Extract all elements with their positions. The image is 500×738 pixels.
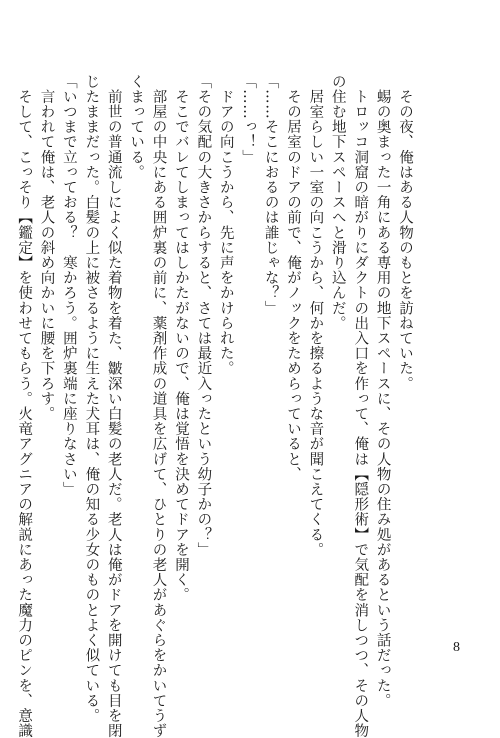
text-line: 「……っ！」 [240,74,257,165]
text-line: ドアの向こうから、先に声をかけられた。 [217,74,234,376]
text-line: 「……そこにおるのは誰じゃな？」 [262,74,279,316]
text-line: 部屋の中央にある囲炉裏の前に、薬剤作成の道具を広げて、ひとりの老人があぐらをかいてうず [150,74,167,738]
text-line: 蜴の奥まった一角にある専用の地下スペースに、その人物の住み処があるという話だった。 [374,74,391,709]
text-line: そして、こっそり【鑑定】を使わせてもらう。火竜アグニアの解説にあった魔力のピンを、意識 [16,74,33,738]
text-line: 言われて俺は、老人の斜め向かいに腰を下ろす。 [38,74,55,422]
text-line: 前世の普通流しによく似た着物を着た、皺深い白髪の老人だ。老人は俺がドアを開けても目を閉 [105,74,122,738]
text-line: その居室のドアの前で、俺がノックをためらっていると、 [284,74,301,482]
page-number: 8 [453,640,460,655]
text-line: くまっている。 [128,74,145,180]
text-line: 居室らしい一室の向こうから、何かを擦るような音が聞こえてくる。 [307,74,324,558]
text-line: その夜、俺はある人物のもとを訪ねていた。 [397,74,413,392]
text-line: トロッコ洞窟の暗がりにダクトの出入口を作って、俺は【隠形術】で気配を消しつつ、その人物 [352,74,369,738]
text-line: 「その気配の大きさからすると、さては最近入ったという幼子かの？」 [195,74,212,558]
text-line: の住む地下スペースへと滑り込んだ。 [329,74,346,331]
text-line: 「いつまで立っておる？ 寒かろう。囲炉裏端に座りなさい」 [60,74,77,497]
body-text [13,74,416,738]
text-line: そこでバレてしまってはしかたがないので、俺は覚悟を決めてドアを開く。 [172,74,189,603]
text-line: じたままだった。白髪の上に被さるように生えた犬耳は、俺の知る少女のものとよく似ている。 [83,74,100,724]
